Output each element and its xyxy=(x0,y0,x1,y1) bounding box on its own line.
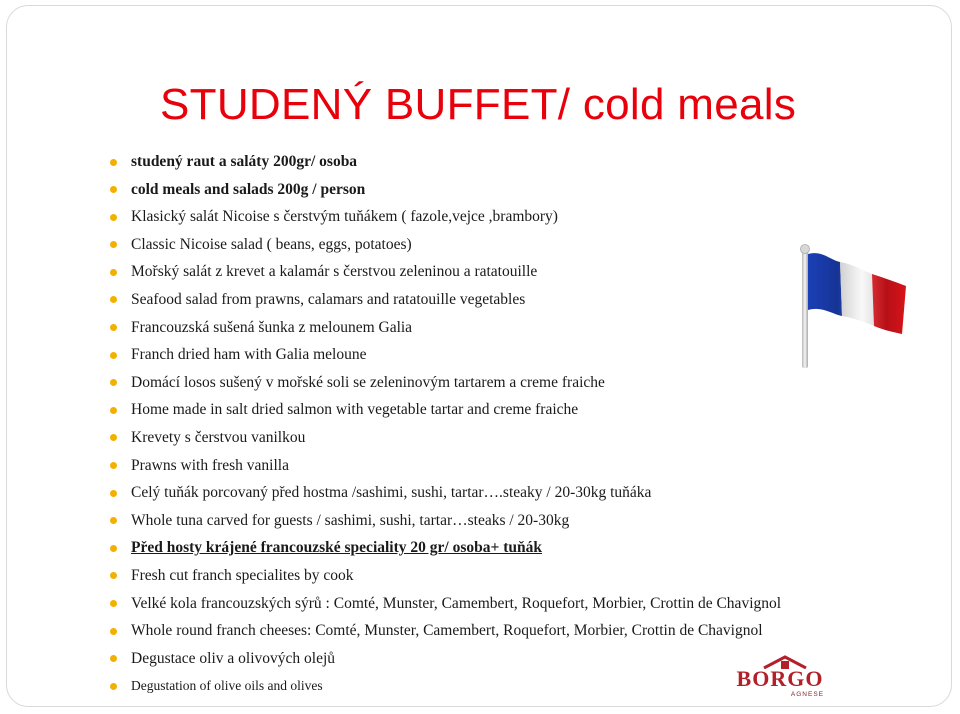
list-item xyxy=(110,672,781,700)
list-item xyxy=(110,286,781,314)
logo-subtitle: AGNESE xyxy=(790,691,824,698)
list-item xyxy=(110,203,781,231)
bullet-icon xyxy=(110,269,117,276)
list-item xyxy=(110,452,781,480)
list-item-text: Velké kola francouzských sýrů : Comté, Munster, Camembert, Roquefort, Morbier, Crottin de Chavignol xyxy=(131,594,782,612)
logo-word: BORGO xyxy=(736,666,824,691)
slide-title: STUDENÝ BUFFET/ cold meals xyxy=(160,80,797,129)
list-item xyxy=(110,341,781,369)
list-item-text: Klasický salát Nicoise s čerstvým tuňákem ( fazole,vejce ,brambory) xyxy=(131,208,558,226)
list-item xyxy=(110,258,781,286)
list-item-text: Celý tuňák porcovaný před hostma /sashimi, sushi, tartar….steaky / 20-30kg tuňáka xyxy=(131,484,652,502)
bullet-icon xyxy=(110,352,117,359)
list-item-text: Franch dried ham with Galia meloune xyxy=(131,346,367,364)
bullet-icon xyxy=(110,296,117,303)
bullet-icon xyxy=(110,214,117,221)
bullet-icon xyxy=(110,324,117,331)
list-item-text: Degustation of olive oils and olives xyxy=(131,678,323,694)
list-item-text: Francouzská sušená šunka z melounem Galia xyxy=(131,318,413,336)
list-item xyxy=(110,590,781,618)
bullet-icon xyxy=(110,517,117,524)
list-item-text: Whole round franch cheeses: Comté, Munster, Camembert, Roquefort, Morbier, Crottin de Chavignol xyxy=(131,622,763,640)
menu-list xyxy=(110,148,781,700)
list-item xyxy=(110,176,781,204)
bullet-icon xyxy=(110,241,117,248)
list-item-text: cold meals and salads 200g / person xyxy=(131,180,366,198)
list-item-text: Fresh cut franch specialites by cook xyxy=(131,566,354,584)
list-item xyxy=(110,507,781,535)
french-flag-image xyxy=(792,240,912,370)
list-item-text: Mořský salát z krevet a kalamár s čerstvou zeleninou a ratatouille xyxy=(131,263,538,281)
list-item-text: Krevety s čerstvou vanilkou xyxy=(131,428,306,446)
list-item xyxy=(110,617,781,645)
list-item-text: Degustace oliv a olivových olejů xyxy=(131,649,336,667)
list-item xyxy=(110,231,781,259)
list-item-text: Prawns with fresh vanilla xyxy=(131,456,289,474)
bullet-icon xyxy=(110,655,117,662)
bullet-icon xyxy=(110,683,117,690)
bullet-icon xyxy=(110,462,117,469)
list-item-text: Seafood salad from prawns, calamars and ratatouille vegetables xyxy=(131,290,526,308)
list-item xyxy=(110,369,781,397)
list-item-text: Classic Nicoise salad ( beans, eggs, potatoes) xyxy=(131,235,412,253)
list-item xyxy=(110,562,781,590)
list-item xyxy=(110,148,781,176)
bullet-icon xyxy=(110,407,117,414)
list-item-text: Domácí losos sušený v mořské soli se zeleninovým tartarem a creme fraiche xyxy=(131,373,605,391)
bullet-icon xyxy=(110,600,117,607)
bullet-icon xyxy=(110,628,117,635)
list-item xyxy=(110,396,781,424)
list-item xyxy=(110,479,781,507)
bullet-icon xyxy=(110,379,117,386)
list-item-text: Whole tuna carved for guests / sashimi, sushi, tartar…steaks / 20-30kg xyxy=(131,511,570,529)
list-item-text: Home made in salt dried salmon with vegetable tartar and creme fraiche xyxy=(131,401,579,419)
list-item xyxy=(110,314,781,342)
bullet-icon xyxy=(110,545,117,552)
bullet-icon xyxy=(110,186,117,193)
list-item-text: Před hosty krájené francouzské speciality 20 gr/ osoba+ tuňák xyxy=(131,539,542,557)
bullet-icon xyxy=(110,159,117,166)
list-item xyxy=(110,534,781,562)
list-item xyxy=(110,645,781,673)
bullet-icon xyxy=(110,572,117,579)
list-item xyxy=(110,424,781,452)
bullet-icon xyxy=(110,434,117,441)
borgo-agnese-logo xyxy=(730,655,830,705)
list-item-text: studený raut a saláty 200gr/ osoba xyxy=(131,153,358,170)
bullet-icon xyxy=(110,490,117,497)
